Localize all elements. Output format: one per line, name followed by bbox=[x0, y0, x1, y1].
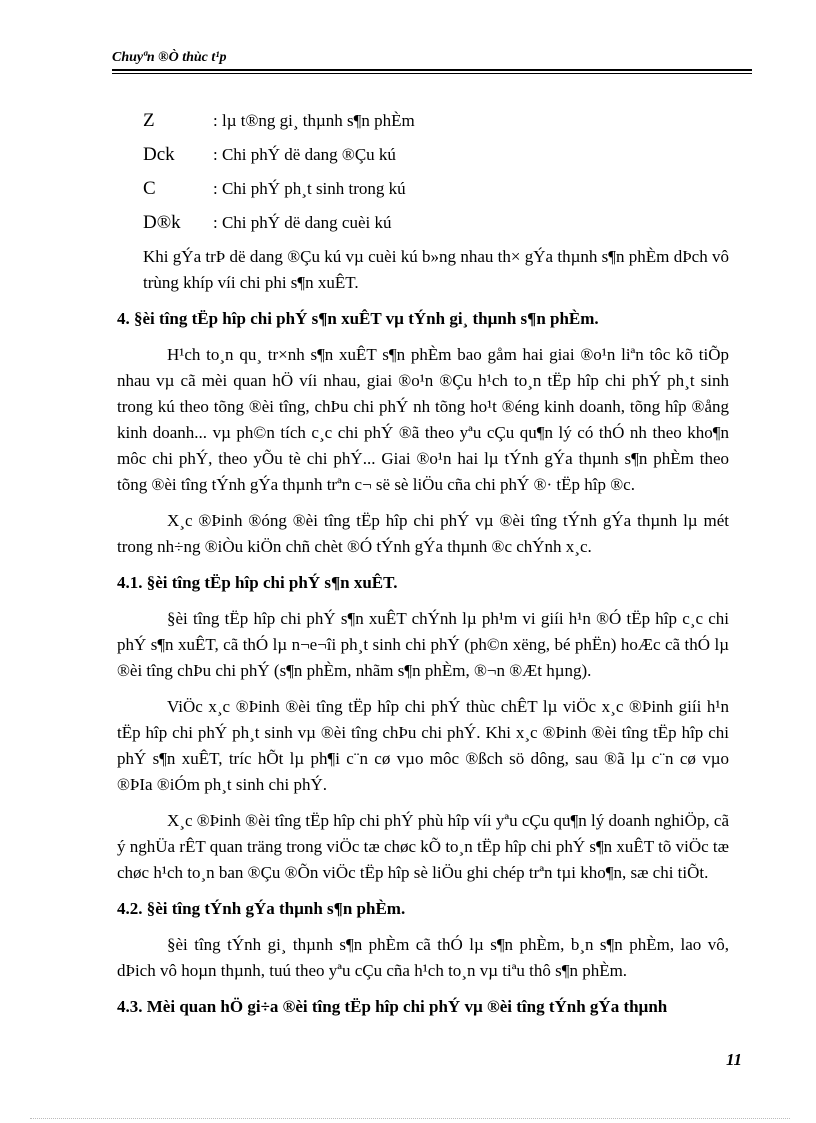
variable-symbol: Dck bbox=[143, 144, 175, 165]
variable-description: : lµ t®ng gi¸ thµnh s¶n phÈm bbox=[213, 111, 415, 130]
section-heading-4-2: 4.2. §èi tîng tÝnh gÝa thµnh s¶n phÈm. bbox=[117, 899, 406, 918]
variable-symbol: D®k bbox=[143, 212, 181, 233]
variable-row bbox=[117, 206, 729, 240]
paragraph: §èi tîng tËp hîp chi phÝ s¶n xuÊT chÝnh lµ ph¹m vi giíi h¹n ®Ó tËp hîp c¸c chi phÝ s¶n xuÊT, cã thÓ lµ n¬e¬îi ph¸t sinh chi phÝ (ph©n xëng, bé phËn) hoÆc cã thÓ lµ ®èi tîng chÞu chi phÝ (s¶n phÈm, nhãm s¶n phÈm, ®¬n ®Æt hµng). bbox=[117, 609, 729, 680]
variable-row bbox=[117, 104, 729, 138]
variable-symbol: C bbox=[143, 178, 156, 199]
paragraph: H¹ch to¸n qu¸ tr×nh s¶n xuÊT s¶n phÈm bao gåm hai giai ®o¹n liªn tôc kõ tiÕp nhau vµ cã mèi quan hÖ víi nhau, giai ®o¹n ®Çu h¹ch to¸n tËp hîp chi phÝ ph¸t sinh trong kú theo tõng ®èi tîng, chÞu chi phÝ nh tõng ho¹t ®éng kinh doanh, tõng hîp ®ång kinh doanh... vµ ph©n tích c¸c chi phÝ ®ã theo yªu cÇu qu¶n lý có thÓ nh theo kho¶n môc chi phÝ, theo yÕu tè chi phÝ... Giai ®o¹n hai lµ tÝnh gÝa thµnh s¶n phÈm theo tõng ®èi tîng tÝnh gÝa thµnh trªn c¬ së sè liÖu cña chi phÝ ®· tËp hîp ®c. bbox=[117, 345, 729, 494]
paragraph: Khi gÝa trÞ dë dang ®Çu kú vµ cuèi kú b»ng nhau th× gÝa thµnh s¶n phÈm dÞch vô trùng khíp víi chi phi s¶n xuÊT. bbox=[143, 247, 729, 292]
header-rule bbox=[112, 69, 752, 71]
variable-symbol: Z bbox=[143, 110, 155, 131]
section-heading-4: 4. §èi tîng tËp hîp chi phÝ s¶n xuÊT vµ tÝnh gi¸ thµnh s¶n phÈm. bbox=[117, 309, 599, 328]
document-body bbox=[117, 104, 729, 1030]
footer-rule bbox=[30, 1118, 790, 1119]
header-rule-thin bbox=[112, 73, 752, 74]
variable-description: : Chi phÝ ph¸t sinh trong kú bbox=[213, 179, 406, 198]
paragraph: ViÖc x¸c ®Þinh ®èi tîng tËp hîp chi phÝ thùc chÊT lµ viÖc x¸c ®Þinh giíi h¹n tËp hîp chi phÝ ph¸t sinh vµ ®èi tîng chÞu chi phÝ. Khi x¸c ®Þinh ®èi tîng tËp hîp chi phÝ s¶n xuÊT, tríc hÕt lµ ph¶i c¨n cø vµo môc ®ßch sö dông, sau ®ã lµ c¨n cø vµo ®ÞIa ®iÓm ph¸t sinh chi phÝ. bbox=[117, 697, 729, 794]
page-header bbox=[112, 48, 752, 70]
variable-row bbox=[117, 138, 729, 172]
header-title: Chuyªn ®Ò thùc t¹p bbox=[112, 50, 227, 65]
variable-description: : Chi phÝ dë dang cuèi kú bbox=[213, 213, 392, 232]
paragraph: §èi tîng tÝnh gi¸ thµnh s¶n phÈm cã thÓ lµ s¶n phÈm, b¸n s¶n phÈm, lao vô, dÞich vô hoµn thµnh, tuú theo yªu cÇu cña h¹ch to¸n vµ tiªu thô s¶n phÈm. bbox=[117, 935, 729, 980]
variable-description: : Chi phÝ dë dang ®Çu kú bbox=[213, 145, 396, 164]
page-number: 11 bbox=[726, 1050, 743, 1069]
variable-row bbox=[117, 172, 729, 206]
paragraph: X¸c ®Þinh ®óng ®èi tîng tËp hîp chi phÝ vµ ®èi tîng tÝnh gÝa thµnh lµ mét trong nh÷ng ®iÒu kiÖn chñ chèt ®Ó tÝnh gÝa thµnh ®c chÝnh x¸c. bbox=[117, 511, 729, 556]
section-heading-4-3: 4.3. Mèi quan hÖ gi÷a ®èi tîng tËp hîp chi phÝ vµ ®èi tîng tÝnh gÝa thµnh bbox=[117, 997, 668, 1016]
paragraph: X¸c ®Þinh ®èi tîng tËp hîp chi phÝ phù hîp víi yªu cÇu qu¶n lý doanh nghiÖp, cã ý nghÜa rÊT quan träng trong viÖc tæ chøc kÕ to¸n tËp hîp chi phÝ s¶n xuÊT tõ viÖc tæ chøc h¹ch to¸n ban ®Çu ®Õn viÖc tËp hîp sè liÖu ghi chép trªn tµi kho¶n, sæ chi tiÕt. bbox=[117, 811, 729, 882]
section-heading-4-1: 4.1. §èi tîng tËp hîp chi phÝ s¶n xuÊT. bbox=[117, 573, 398, 592]
